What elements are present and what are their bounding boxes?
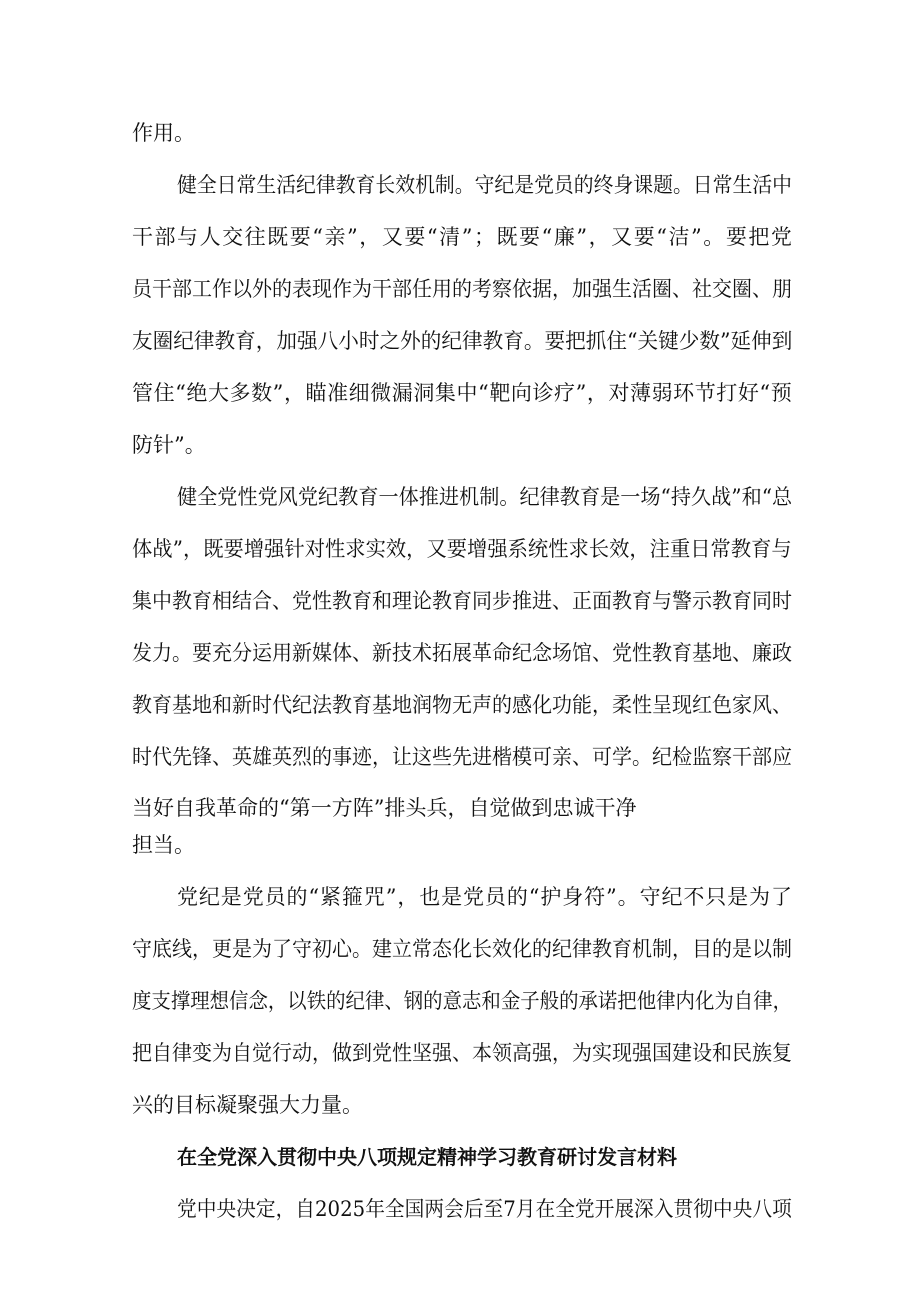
text-line: 防针”。 xyxy=(132,433,206,457)
text-line: 集中教育相结合、党性教育和理论教育同步推进、正面教育与警示教育同时 xyxy=(132,589,793,613)
text-line: 发力。要充分运用新媒体、新技术拓展革命纪念场馆、党性教育基地、廉政 xyxy=(132,641,793,665)
text-line: 担当。 xyxy=(132,833,195,857)
text-line: 健全日常生活纪律教育长效机制。守纪是党员的终身课题。日常生活中 xyxy=(177,173,792,197)
text-line: 当好自我革命的“第一方阵”排头兵，自觉做到忠诚干净 xyxy=(132,796,637,820)
text-line: 员干部工作以外的表现作为干部任用的考察依据，加强生活圈、社交圈、朋 xyxy=(132,277,793,301)
text-line: 管住“绝大多数”，瞄准细微漏洞集中“靶向诊疗”，对薄弱环节打好“预 xyxy=(132,381,793,405)
text-line: 守底线，更是为了守初心。建立常态化长效化的纪律教育机制，目的是以制 xyxy=(132,937,793,961)
text-line: 教育基地和新时代纪法教育基地润物无声的感化功能，柔性呈现红色家风、 xyxy=(132,693,793,717)
section-heading: 在全党深入贯彻中央八项规定精神学习教育研讨发言材料 xyxy=(177,1145,677,1169)
text-line: 友圈纪律教育，加强八小时之外的纪律教育。要把抓住“关键少数”延伸到 xyxy=(132,329,793,353)
text-line: 时代先锋、英雄英烈的事迹，让这些先进楷模可亲、可学。纪检监察干部应 xyxy=(132,745,793,769)
text-line: 把自律变为自觉行动，做到党性坚强、本领高强，为实现强国建设和民族复 xyxy=(132,1041,793,1065)
text-line: 作用。 xyxy=(132,121,195,145)
text-line: 党纪是党员的“紧箍咒”，也是党员的“护身符”。守纪不只是为了 xyxy=(177,885,793,909)
document-body xyxy=(132,0,792,1301)
text-line: 健全党性党风党纪教育一体推进机制。纪律教育是一场“持久战”和“总 xyxy=(177,485,793,509)
text-line: 干部与人交往既要“亲”，又要“清”；既要“廉”，又要“洁”。要把党 xyxy=(132,225,794,249)
text-line: 党中央决定，自2025年全国两会后至7月在全党开展深入贯彻中央八项 xyxy=(177,1197,792,1221)
text-line: 体战”，既要增强针对性求实效，又要增强系统性求长效，注重日常教育与 xyxy=(132,537,792,561)
text-line: 度支撑理想信念，以铁的纪律、钢的意志和金子般的承诺把他律内化为自律， xyxy=(132,989,793,1013)
text-line: 兴的目标凝聚强大力量。 xyxy=(132,1093,363,1117)
